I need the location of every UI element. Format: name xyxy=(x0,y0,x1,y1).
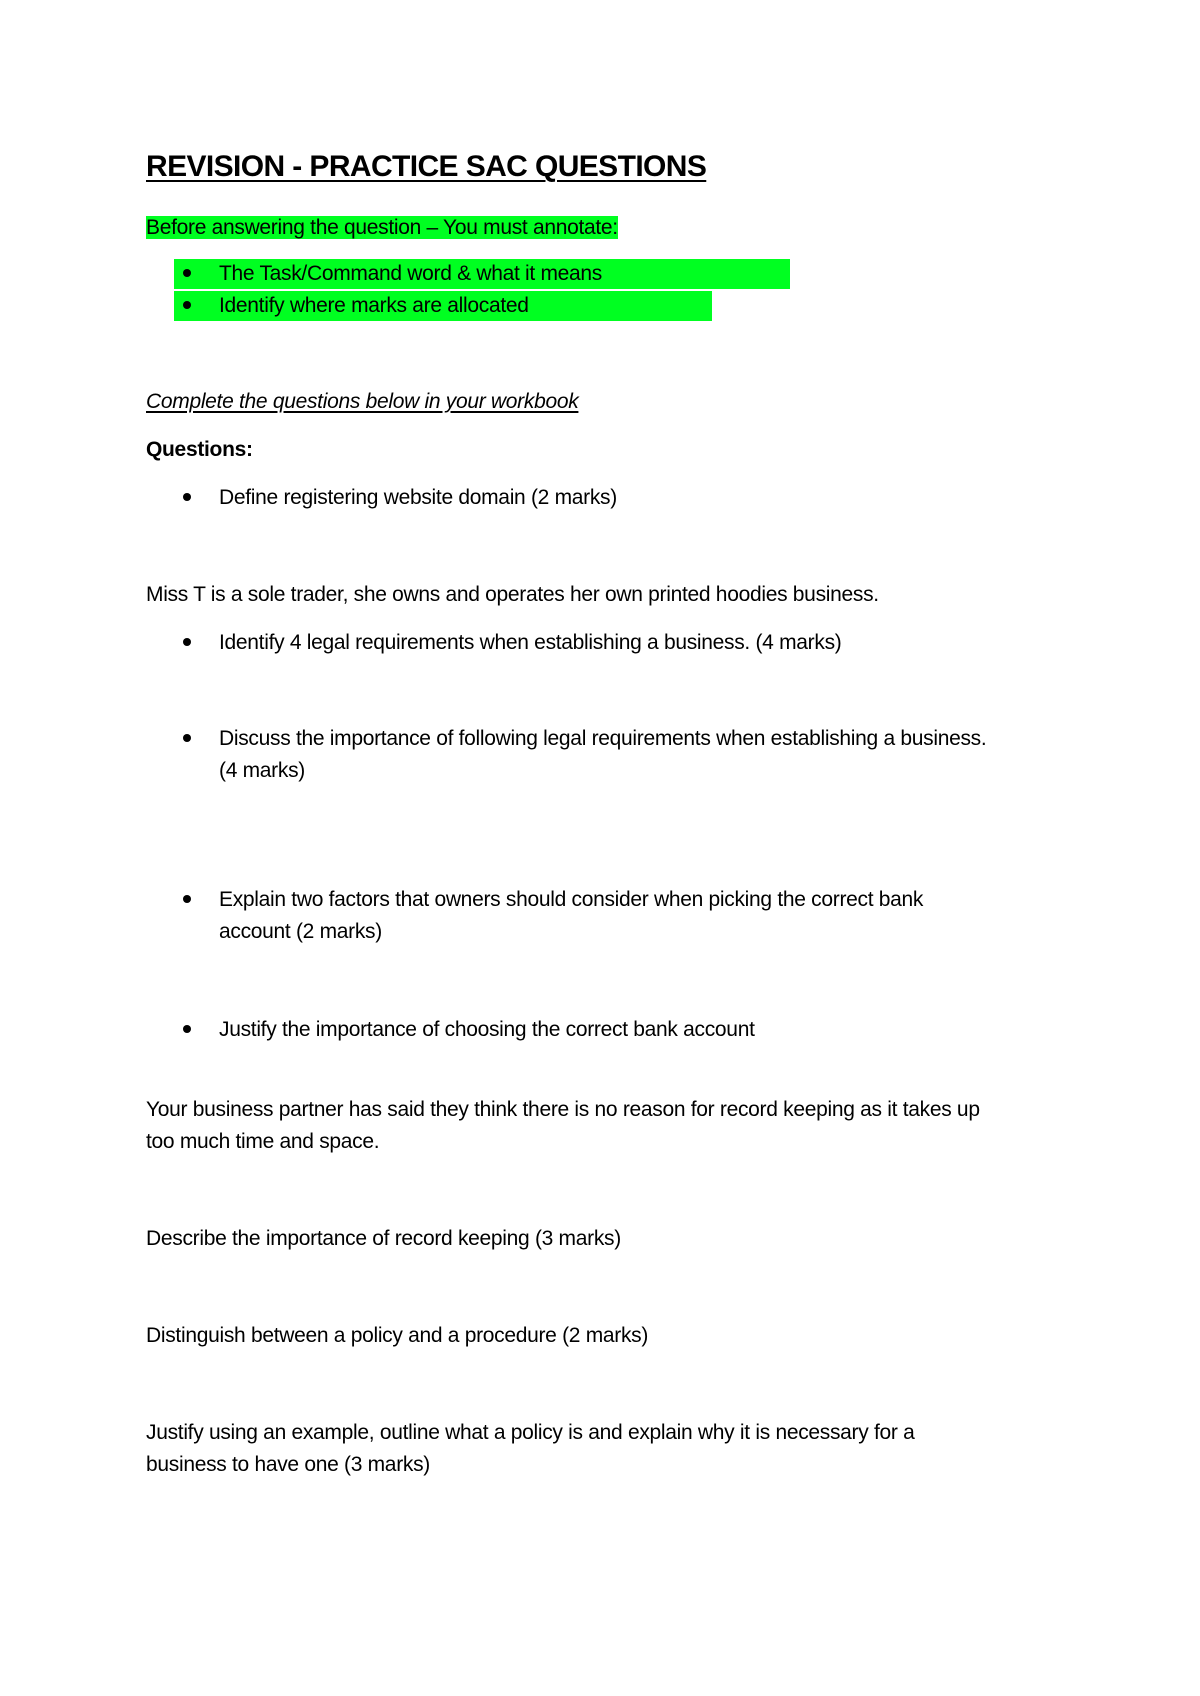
bullet-icon xyxy=(183,638,191,646)
question-distinguish: Distinguish between a policy and a procedure (2 marks) xyxy=(146,1324,649,1347)
bullet-icon xyxy=(183,301,191,309)
annotate-instruction xyxy=(146,212,1076,244)
page-title: REVISION - PRACTICE SAC QUESTIONS xyxy=(146,150,707,183)
question-define: Define registering website domain (2 marks) xyxy=(219,486,617,509)
question-justify-policy xyxy=(146,1417,1076,1481)
question-identify: Identify 4 legal requirements when establishing a business. (4 marks) xyxy=(219,631,842,654)
question-explain xyxy=(219,884,1079,948)
annotate-instruction-text: Before answering the question – You must annotate: xyxy=(146,216,618,239)
question-justify-policy-line-1: Justify using an example, outline what a policy is and explain why it is necessary for a xyxy=(146,1421,915,1444)
question-discuss-line-2: (4 marks) xyxy=(219,759,305,782)
question-discuss xyxy=(219,723,1079,787)
annotate-item-1: The Task/Command word & what it means xyxy=(219,262,603,285)
question-discuss-line-1: Discuss the importance of following legal requirements when establishing a business. xyxy=(219,727,987,750)
scenario-record-keeping xyxy=(146,1094,1076,1158)
bullet-icon xyxy=(183,493,191,501)
question-explain-line-2: account (2 marks) xyxy=(219,920,382,943)
question-describe: Describe the importance of record keeping (3 marks) xyxy=(146,1227,621,1250)
scenario-sole-trader: Miss T is a sole trader, she owns and operates her own printed hoodies business. xyxy=(146,583,879,606)
question-justify-policy-line-2: business to have one (3 marks) xyxy=(146,1453,430,1476)
questions-heading: Questions: xyxy=(146,438,253,461)
scenario-record-keeping-line-1: Your business partner has said they think there is no reason for record keeping as it takes up xyxy=(146,1098,980,1121)
bullet-icon xyxy=(183,734,191,742)
question-justify-bank: Justify the importance of choosing the correct bank account xyxy=(219,1018,755,1041)
annotate-item-2: Identify where marks are allocated xyxy=(219,294,529,317)
bullet-icon xyxy=(183,269,191,277)
bullet-icon xyxy=(183,1025,191,1033)
workbook-note-text: Complete the questions below in your workbook xyxy=(146,390,579,413)
workbook-note xyxy=(146,386,1076,418)
bullet-icon xyxy=(183,895,191,903)
question-explain-line-1: Explain two factors that owners should consider when picking the correct bank xyxy=(219,888,924,911)
scenario-record-keeping-line-2: too much time and space. xyxy=(146,1130,380,1153)
